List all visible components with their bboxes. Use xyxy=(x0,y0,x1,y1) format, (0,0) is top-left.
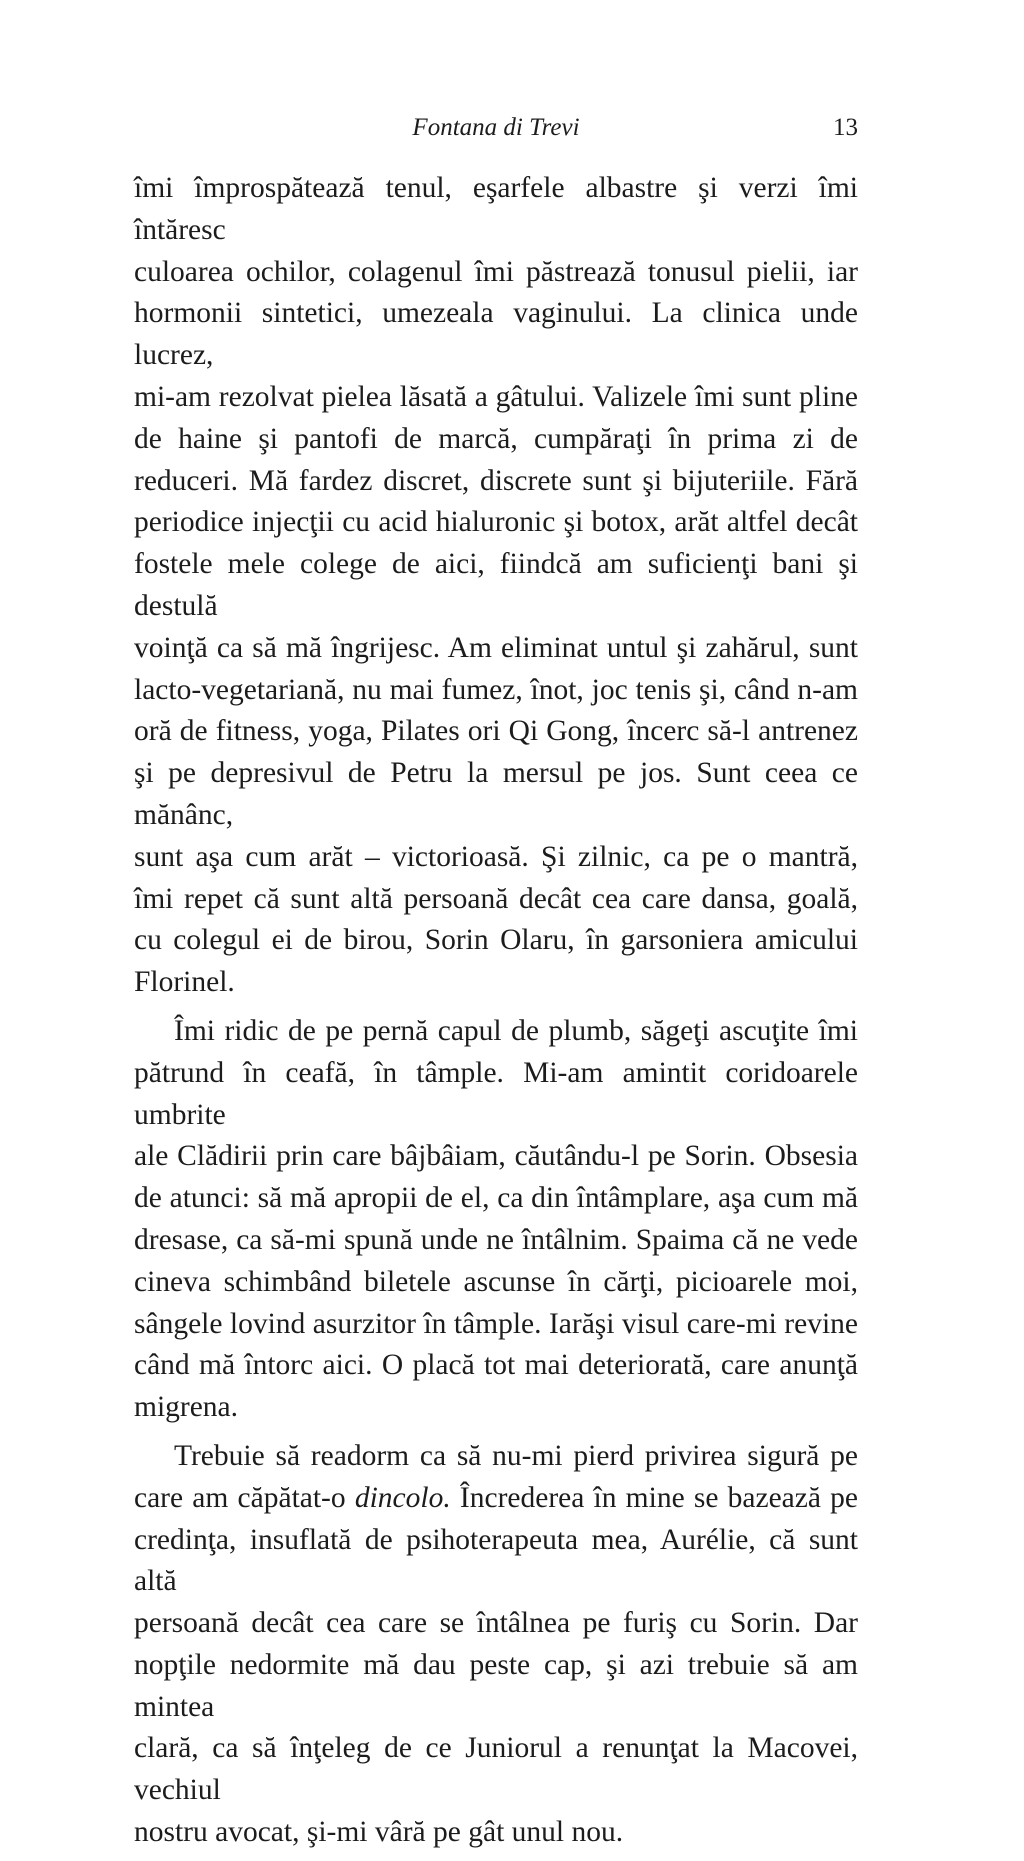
text-line: Trebuie să readorm ca să nu-mi pierd privirea sigură pe xyxy=(174,1439,858,1472)
text-line: lacto-vegetariană, nu mai fumez, înot, joc tenis şi, când n-am xyxy=(134,673,858,706)
text-run: Încrederea în mine se bazează pe xyxy=(450,1481,858,1514)
text-line: periodice injecţii cu acid hialuronic şi botox, arăt altfel decât xyxy=(134,506,858,539)
text-line: fostele mele colege de aici, fiindcă am suficienţi bani şi destulă xyxy=(134,548,858,622)
text-line: pătrund în ceafă, în tâmple. Mi-am amintit coridoarele umbrite xyxy=(134,1056,858,1131)
text-line: hormonii sintetici, umezeala vaginului. La clinica unde lucrez, xyxy=(134,297,858,372)
text-line: oră de fitness, yoga, Pilates ori Qi Gong, încerc să-l antrenez xyxy=(134,715,858,748)
text-line: cineva schimbând biletele ascunse în cărţi, picioarele moi, xyxy=(134,1265,858,1298)
text-line xyxy=(134,1478,858,1520)
text-line: cu colegul ei de birou, Sorin Olaru, în garsoniera amicului xyxy=(134,924,858,957)
text-line: îmi împrospătează tenul, eşarfele albastre şi verzi îmi întăresc xyxy=(134,172,858,246)
text-line: sângele lovind asurzitor în tâmple. Iarăşi visul care-mi revine xyxy=(134,1307,858,1340)
text-line: Florinel. xyxy=(134,966,235,999)
paragraph-3 xyxy=(134,1436,858,1854)
text-line: clară, ca să înţeleg de ce Juniorul a renunţat la Macovei, vechiul xyxy=(134,1732,858,1807)
emphasis-text: dincolo. xyxy=(354,1481,451,1514)
text-line: de atunci: să mă apropii de el, ca din întâmplare, aşa cum mă xyxy=(134,1182,858,1215)
text-line: voinţă ca să mă îngrijesc. Am eliminat untul şi zahărul, sunt xyxy=(134,631,858,664)
text-line: şi pe depresivul de Petru la mersul pe jos. Sunt ceea ce mănânc, xyxy=(134,757,858,831)
paragraph-1 xyxy=(134,168,858,1004)
text-line: îmi repet că sunt altă persoană decât cea care dansa, goală, xyxy=(134,882,858,915)
text-line: culoarea ochilor, colagenul îmi păstrează tonusul pielii, iar xyxy=(134,255,858,288)
text-line: migrena. xyxy=(134,1391,239,1424)
body-text xyxy=(134,168,858,1861)
text-line: nostru avocat, şi-mi vâră pe gât unul nou. xyxy=(134,1816,624,1849)
text-line: dresase, ca să-mi spună unde ne întâlnim. Spaima că ne vede xyxy=(134,1223,858,1256)
text-line: nopţile nedormite mă dau peste cap, şi azi trebuie să am mintea xyxy=(134,1648,858,1723)
text-run: care am căpătat-o xyxy=(134,1481,355,1514)
text-line: mi-am rezolvat pielea lăsată a gâtului. Valizele îmi sunt pline xyxy=(134,380,858,413)
text-line: când mă întorc aici. O placă tot mai deteriorată, care anunţă xyxy=(134,1349,858,1382)
page-number: 13 xyxy=(833,114,858,141)
text-line: Îmi ridic de pe pernă capul de plumb, săgeţi ascuţite îmi xyxy=(174,1014,858,1047)
text-line: persoană decât cea care se întâlnea pe furiş cu Sorin. Dar xyxy=(134,1607,858,1640)
text-line: credinţa, insuflată de psihoterapeuta mea, Aurélie, că sunt altă xyxy=(134,1523,858,1598)
paragraph-2 xyxy=(134,1011,858,1429)
text-line: reduceri. Mă fardez discret, discrete sunt şi bijuteriile. Fără xyxy=(134,464,858,497)
text-line: de haine şi pantofi de marcă, cumpăraţi în prima zi de xyxy=(134,422,858,455)
text-line: ale Clădirii prin care bâjbâiam, căutându-l pe Sorin. Obsesia xyxy=(134,1140,858,1173)
running-head xyxy=(134,112,858,144)
running-title: Fontana di Trevi xyxy=(412,114,580,141)
text-line: sunt aşa cum arăt – victorioasă. Şi zilnic, ca pe o mantră, xyxy=(134,840,858,873)
